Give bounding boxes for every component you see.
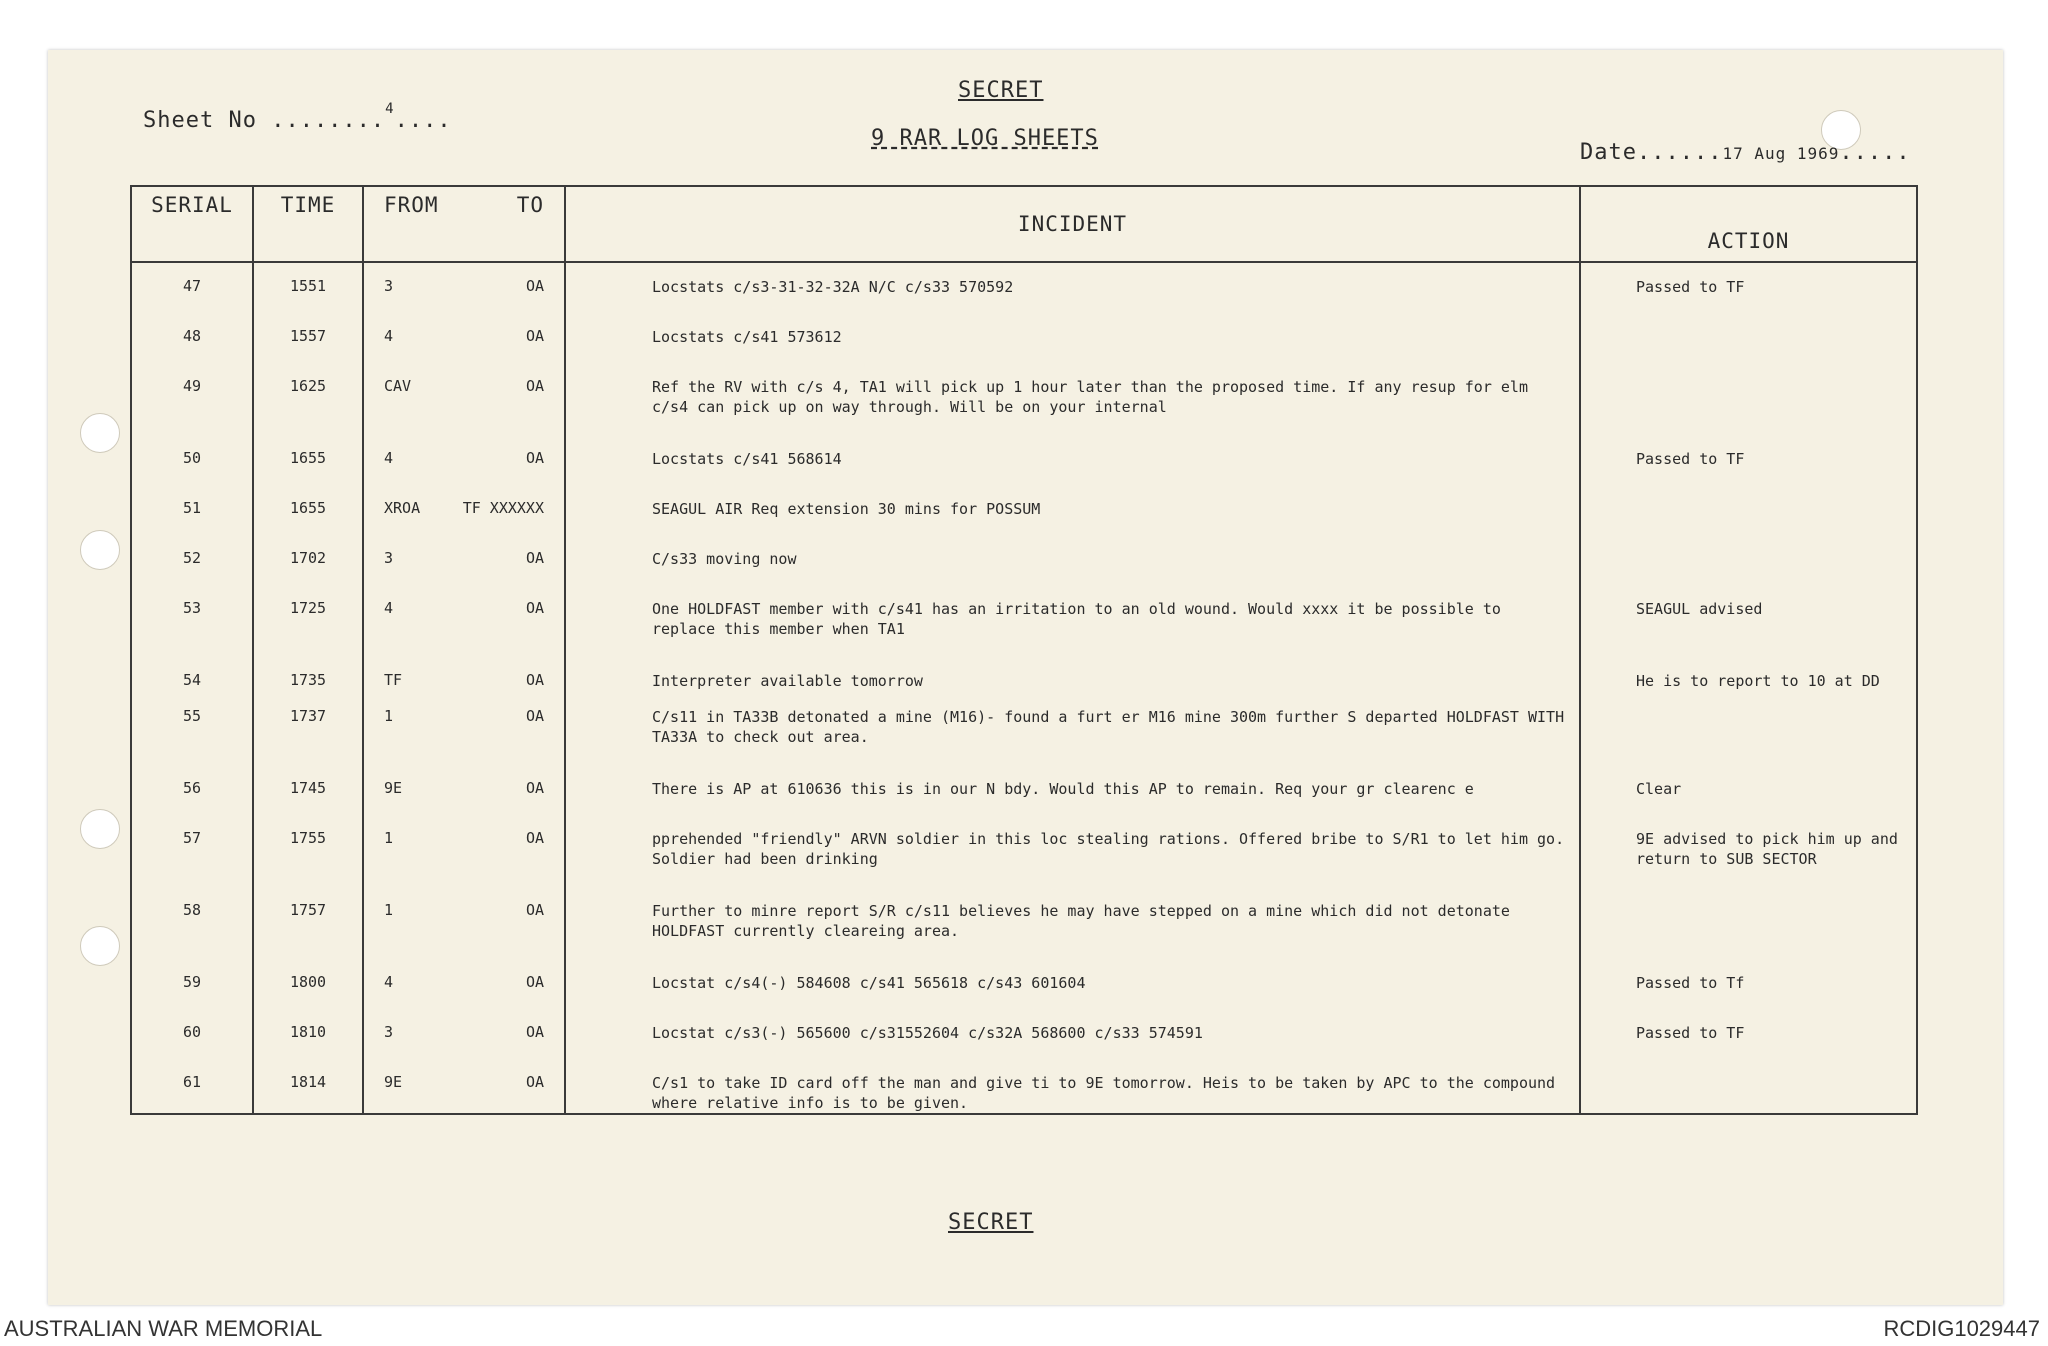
cell-to: OA xyxy=(525,327,544,345)
cell-to: OA xyxy=(525,1023,544,1041)
cell-from-to xyxy=(363,485,565,535)
classification-bottom: SECRET xyxy=(948,1210,1034,1235)
cell-serial: 54 xyxy=(131,657,253,693)
cell-from-to xyxy=(363,1059,565,1114)
cell-time: 1557 xyxy=(253,313,363,363)
archive-credit: AUSTRALIAN WAR MEMORIAL xyxy=(4,1316,323,1341)
col-time: TIME xyxy=(253,186,363,262)
cell-from: 4 xyxy=(384,599,394,617)
cell-time: 1745 xyxy=(253,765,363,815)
log-row xyxy=(131,1059,1917,1114)
cell-from-to xyxy=(363,959,565,1009)
col-from: FROM xyxy=(384,193,439,217)
log-sheet-paper xyxy=(48,50,2003,1305)
cell-action: Passed to TF xyxy=(1580,262,1917,313)
cell-from: 1 xyxy=(384,901,394,919)
cell-serial: 51 xyxy=(131,485,253,535)
cell-time: 1655 xyxy=(253,435,363,485)
cell-incident: Locstat c/s3(-) 565600 c/s31552604 c/s32A 568600 c/s33 574591 xyxy=(565,1009,1580,1059)
cell-time: 1800 xyxy=(253,959,363,1009)
cell-from-to xyxy=(363,363,565,435)
punch-hole xyxy=(80,530,120,570)
cell-from-to xyxy=(363,535,565,585)
cell-action xyxy=(1580,1059,1917,1114)
cell-time: 1737 xyxy=(253,693,363,765)
log-row xyxy=(131,815,1917,887)
cell-action: 9E advised to pick him up and return to SUB SECTOR xyxy=(1580,815,1917,887)
cell-to: OA xyxy=(525,549,544,567)
cell-from: XROA xyxy=(384,499,421,517)
cell-action: Passed to TF xyxy=(1580,435,1917,485)
cell-from: 1 xyxy=(384,829,394,847)
cell-incident: Further to minre report S/R c/s11 believes he may have stepped on a mine which did not detonate HOLDFAST currently cleareing area. xyxy=(565,887,1580,959)
cell-to: OA xyxy=(525,377,544,395)
cell-to: OA xyxy=(525,671,544,689)
log-row xyxy=(131,657,1917,693)
cell-to: OA xyxy=(525,829,544,847)
cell-incident: SEAGUL AIR Req extension 30 mins for POSSUM xyxy=(565,485,1580,535)
cell-from-to xyxy=(363,887,565,959)
cell-from: TF xyxy=(384,671,403,689)
col-action: ACTION xyxy=(1580,186,1917,262)
sheet-number-dots: .... xyxy=(394,108,452,133)
cell-from-to xyxy=(363,1009,565,1059)
col-to: TO xyxy=(516,193,544,217)
cell-to: OA xyxy=(525,973,544,991)
col-from-to xyxy=(363,186,565,262)
cell-serial: 56 xyxy=(131,765,253,815)
cell-to: OA xyxy=(525,779,544,797)
cell-from-to xyxy=(363,435,565,485)
log-row xyxy=(131,363,1917,435)
cell-from: 3 xyxy=(384,277,394,295)
cell-incident: Locstats c/s41 568614 xyxy=(565,435,1580,485)
log-row xyxy=(131,765,1917,815)
date-dots: ..... xyxy=(1839,140,1911,165)
cell-serial: 55 xyxy=(131,693,253,765)
col-serial: SERIAL xyxy=(131,186,253,262)
log-row xyxy=(131,693,1917,765)
cell-action: SEAGUL advised xyxy=(1580,585,1917,657)
cell-action xyxy=(1580,485,1917,535)
cell-incident: Locstats c/s41 573612 xyxy=(565,313,1580,363)
log-table xyxy=(130,185,1918,1115)
cell-incident: Locstat c/s4(-) 584608 c/s41 565618 c/s43 601604 xyxy=(565,959,1580,1009)
log-row xyxy=(131,887,1917,959)
cell-to: OA xyxy=(525,707,544,725)
sheet-number-value: 4 xyxy=(385,101,395,117)
cell-from-to xyxy=(363,262,565,313)
cell-incident: Locstats c/s3-31-32-32A N/C c/s33 570592 xyxy=(565,262,1580,313)
cell-from: 3 xyxy=(384,1023,394,1041)
cell-action xyxy=(1580,363,1917,435)
cell-serial: 60 xyxy=(131,1009,253,1059)
cell-from-to xyxy=(363,765,565,815)
cell-action xyxy=(1580,887,1917,959)
cell-incident: C/s11 in TA33B detonated a mine (M16)- found a furt er M16 mine 300m further S departed HOLDFAST WITH TA33A to check out area. xyxy=(565,693,1580,765)
sheet-number xyxy=(143,101,452,133)
col-incident: INCIDENT xyxy=(565,186,1580,262)
log-row xyxy=(131,435,1917,485)
cell-to: OA xyxy=(525,277,544,295)
cell-serial: 61 xyxy=(131,1059,253,1114)
cell-serial: 52 xyxy=(131,535,253,585)
cell-serial: 53 xyxy=(131,585,253,657)
cell-incident: C/s33 moving now xyxy=(565,535,1580,585)
cell-to: OA xyxy=(525,449,544,467)
cell-to: OA xyxy=(525,599,544,617)
document-title: 9 RAR LOG SHEETS xyxy=(871,126,1099,151)
log-date xyxy=(1580,140,1911,165)
cell-from: 1 xyxy=(384,707,394,725)
classification-top: SECRET xyxy=(958,78,1044,103)
cell-action: Passed to Tf xyxy=(1580,959,1917,1009)
cell-incident: Ref the RV with c/s 4, TA1 will pick up 1 hour later than the proposed time. If any resup for elm c/s4 can pick up on way through. Will be on your internal xyxy=(565,363,1580,435)
log-row xyxy=(131,485,1917,535)
cell-from: CAV xyxy=(384,377,412,395)
log-row xyxy=(131,1009,1917,1059)
cell-incident: C/s1 to take ID card off the man and give ti to 9E tomorrow. Heis to be taken by APC to the compound where relative info is to be given. xyxy=(565,1059,1580,1114)
cell-time: 1814 xyxy=(253,1059,363,1114)
cell-serial: 49 xyxy=(131,363,253,435)
cell-from: 3 xyxy=(384,549,394,567)
cell-time: 1551 xyxy=(253,262,363,313)
punch-hole xyxy=(80,413,120,453)
cell-action: Clear xyxy=(1580,765,1917,815)
archive-id: RCDIG1029447 xyxy=(1883,1316,2040,1341)
cell-to: OA xyxy=(525,1073,544,1091)
cell-time: 1810 xyxy=(253,1009,363,1059)
cell-action xyxy=(1580,313,1917,363)
cell-from-to xyxy=(363,815,565,887)
cell-from: 9E xyxy=(384,1073,403,1091)
cell-from: 4 xyxy=(384,449,394,467)
cell-serial: 58 xyxy=(131,887,253,959)
log-row xyxy=(131,585,1917,657)
punch-hole xyxy=(80,926,120,966)
cell-time: 1725 xyxy=(253,585,363,657)
cell-from: 9E xyxy=(384,779,403,797)
cell-serial: 59 xyxy=(131,959,253,1009)
cell-to: OA xyxy=(525,901,544,919)
cell-from: 4 xyxy=(384,327,394,345)
log-row xyxy=(131,262,1917,313)
log-row xyxy=(131,313,1917,363)
log-row xyxy=(131,959,1917,1009)
cell-from: 4 xyxy=(384,973,394,991)
cell-action: He is to report to 10 at DD xyxy=(1580,657,1917,693)
cell-time: 1757 xyxy=(253,887,363,959)
cell-serial: 47 xyxy=(131,262,253,313)
cell-incident: pprehended "friendly" ARVN soldier in this loc stealing rations. Offered bribe to S/R1 to let him go. Soldier had been drinking xyxy=(565,815,1580,887)
sheet-number-label: Sheet No ........ xyxy=(143,108,386,133)
cell-serial: 50 xyxy=(131,435,253,485)
cell-to: TF XXXXXX xyxy=(462,499,544,517)
cell-serial: 48 xyxy=(131,313,253,363)
cell-from-to xyxy=(363,657,565,693)
date-label: Date...... xyxy=(1580,140,1723,165)
log-table-header xyxy=(131,186,1917,262)
cell-action xyxy=(1580,535,1917,585)
cell-from-to xyxy=(363,585,565,657)
cell-time: 1625 xyxy=(253,363,363,435)
date-value: 17 Aug 1969 xyxy=(1722,144,1840,163)
log-row xyxy=(131,535,1917,585)
cell-incident: Interpreter available tomorrow xyxy=(565,657,1580,693)
cell-time: 1702 xyxy=(253,535,363,585)
log-table-body xyxy=(131,262,1917,1114)
cell-from-to xyxy=(363,313,565,363)
cell-serial: 57 xyxy=(131,815,253,887)
cell-incident: One HOLDFAST member with c/s41 has an irritation to an old wound. Would xxxx it be possible to replace this member when TA1 xyxy=(565,585,1580,657)
cell-action xyxy=(1580,693,1917,765)
cell-time: 1655 xyxy=(253,485,363,535)
cell-from-to xyxy=(363,693,565,765)
punch-hole xyxy=(80,809,120,849)
cell-action: Passed to TF xyxy=(1580,1009,1917,1059)
cell-time: 1755 xyxy=(253,815,363,887)
cell-time: 1735 xyxy=(253,657,363,693)
cell-incident: There is AP at 610636 this is in our N bdy. Would this AP to remain. Req your gr clearenc e xyxy=(565,765,1580,815)
